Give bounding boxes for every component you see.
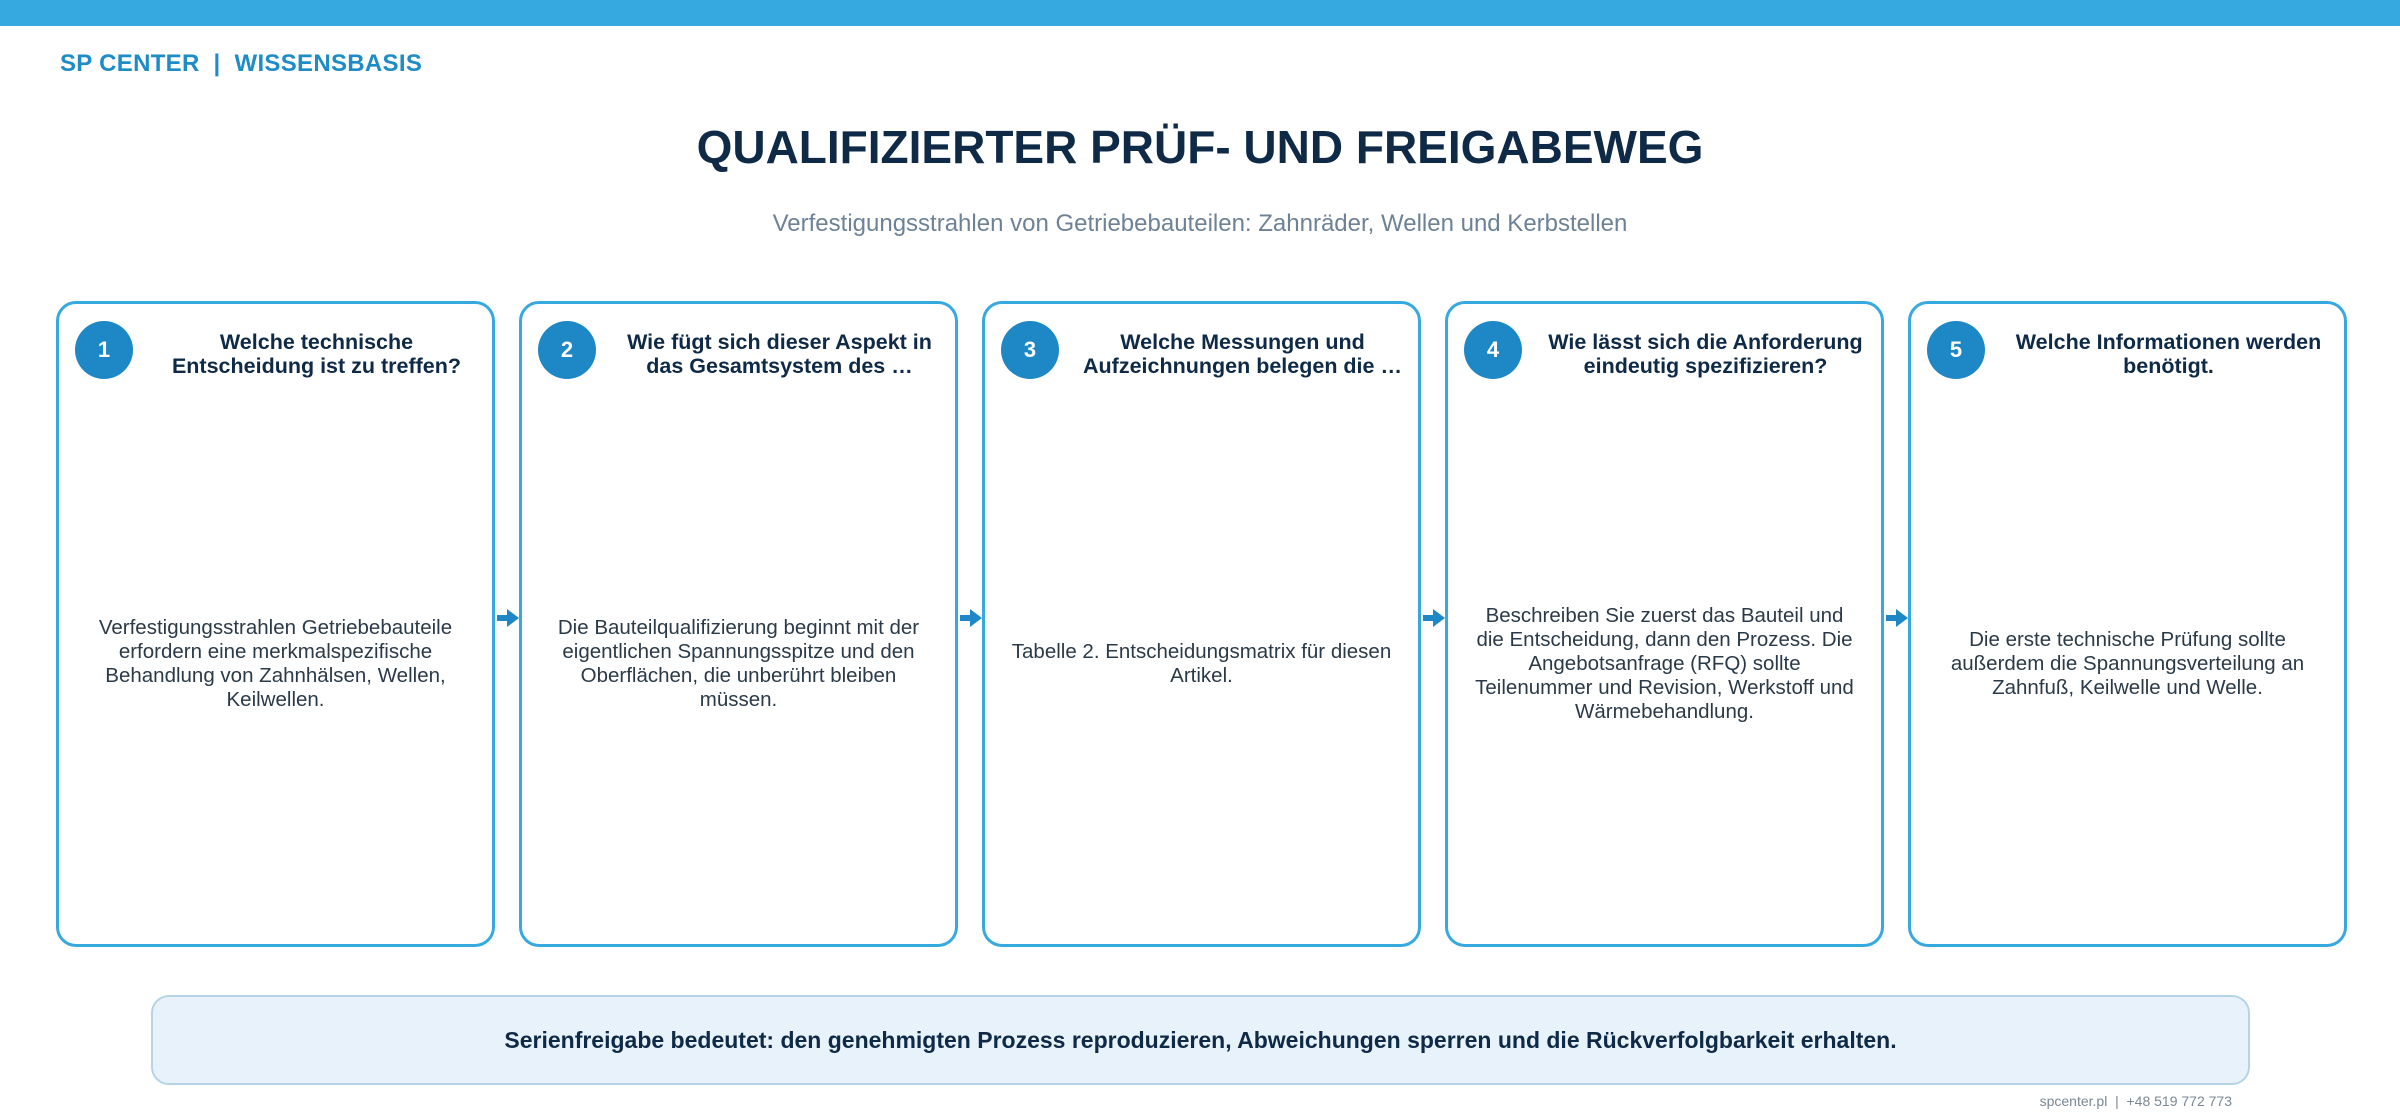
brand-label: SP CENTER | WISSENSBASIS (60, 50, 423, 77)
step-body-text: Verfestigungsstrahlen Getriebebauteile erfordern eine merkmalspezifische Behandlung von Zahnhälsen, Wellen, Keilwellen. (98, 616, 453, 711)
step-card-1 (56, 301, 495, 947)
step-title: Welche Messungen und Aufzeichnungen belegen die … (1083, 330, 1402, 378)
step-body (544, 404, 933, 924)
step-body-text: Beschreiben Sie zuerst das Bauteil und die Entscheidung, dann den Prozess. Die Angebotsanfrage (RFQ) sollte Teilenummer und Revision, Werkstoff und Wärmebehandlung. (1475, 604, 1854, 723)
summary-callout (151, 995, 2250, 1085)
page-title: QUALIFIZIERTER PRÜF- UND FREIGABEWEG (696, 121, 1704, 173)
arrow-right-icon (1423, 606, 1447, 630)
step-card-4 (1445, 301, 1884, 947)
step-title: Welche Informationen werden benötigt. (2015, 330, 2322, 378)
step-card-3 (982, 301, 1421, 947)
top-accent-bar (0, 0, 2400, 26)
step-number-badge: 1 (75, 321, 133, 379)
step-title: Wie fügt sich dieser Aspekt in das Gesamtsystem des … (627, 330, 932, 378)
arrow-right-icon (960, 606, 984, 630)
step-body (1470, 404, 1859, 924)
step-number-badge: 5 (1927, 321, 1985, 379)
process-steps (56, 301, 2346, 945)
step-body-text: Die Bauteilqualifizierung beginnt mit der eigentlichen Spannungsspitze und den Oberflächen, die unberührt bleiben müssen. (557, 616, 920, 711)
step-number-badge: 2 (538, 321, 596, 379)
page-subtitle: Verfestigungsstrahlen von Getriebebauteilen: Zahnräder, Wellen und Kerbstellen (772, 210, 1628, 237)
step-body-text: Tabelle 2. Entscheidungsmatrix für diesen Artikel. (1011, 640, 1392, 687)
step-number-badge: 3 (1001, 321, 1059, 379)
footer-contact: spcenter.pl | +48 519 772 773 (2039, 1093, 2232, 1109)
step-title: Welche technische Entscheidung ist zu treffen? (171, 330, 462, 378)
step-body (81, 404, 470, 924)
step-body (1007, 404, 1396, 924)
arrow-right-icon (1886, 606, 1910, 630)
summary-callout-text: Serienfreigabe bedeutet: den genehmigten Prozess reproduzieren, Abweichungen sperren und die Rückverfolgbarkeit erhalten. (504, 1026, 1897, 1053)
step-body-text: Die erste technische Prüfung sollte außerdem die Spannungsverteilung an Zahnfuß, Keilwelle und Welle. (1950, 628, 2305, 699)
step-title: Wie lässt sich die Anforderung eindeutig spezifizieren? (1548, 330, 1863, 378)
step-card-2 (519, 301, 958, 947)
arrow-right-icon (497, 606, 521, 630)
step-body (1933, 404, 2322, 924)
step-card-5 (1908, 301, 2347, 947)
step-number-badge: 4 (1464, 321, 1522, 379)
